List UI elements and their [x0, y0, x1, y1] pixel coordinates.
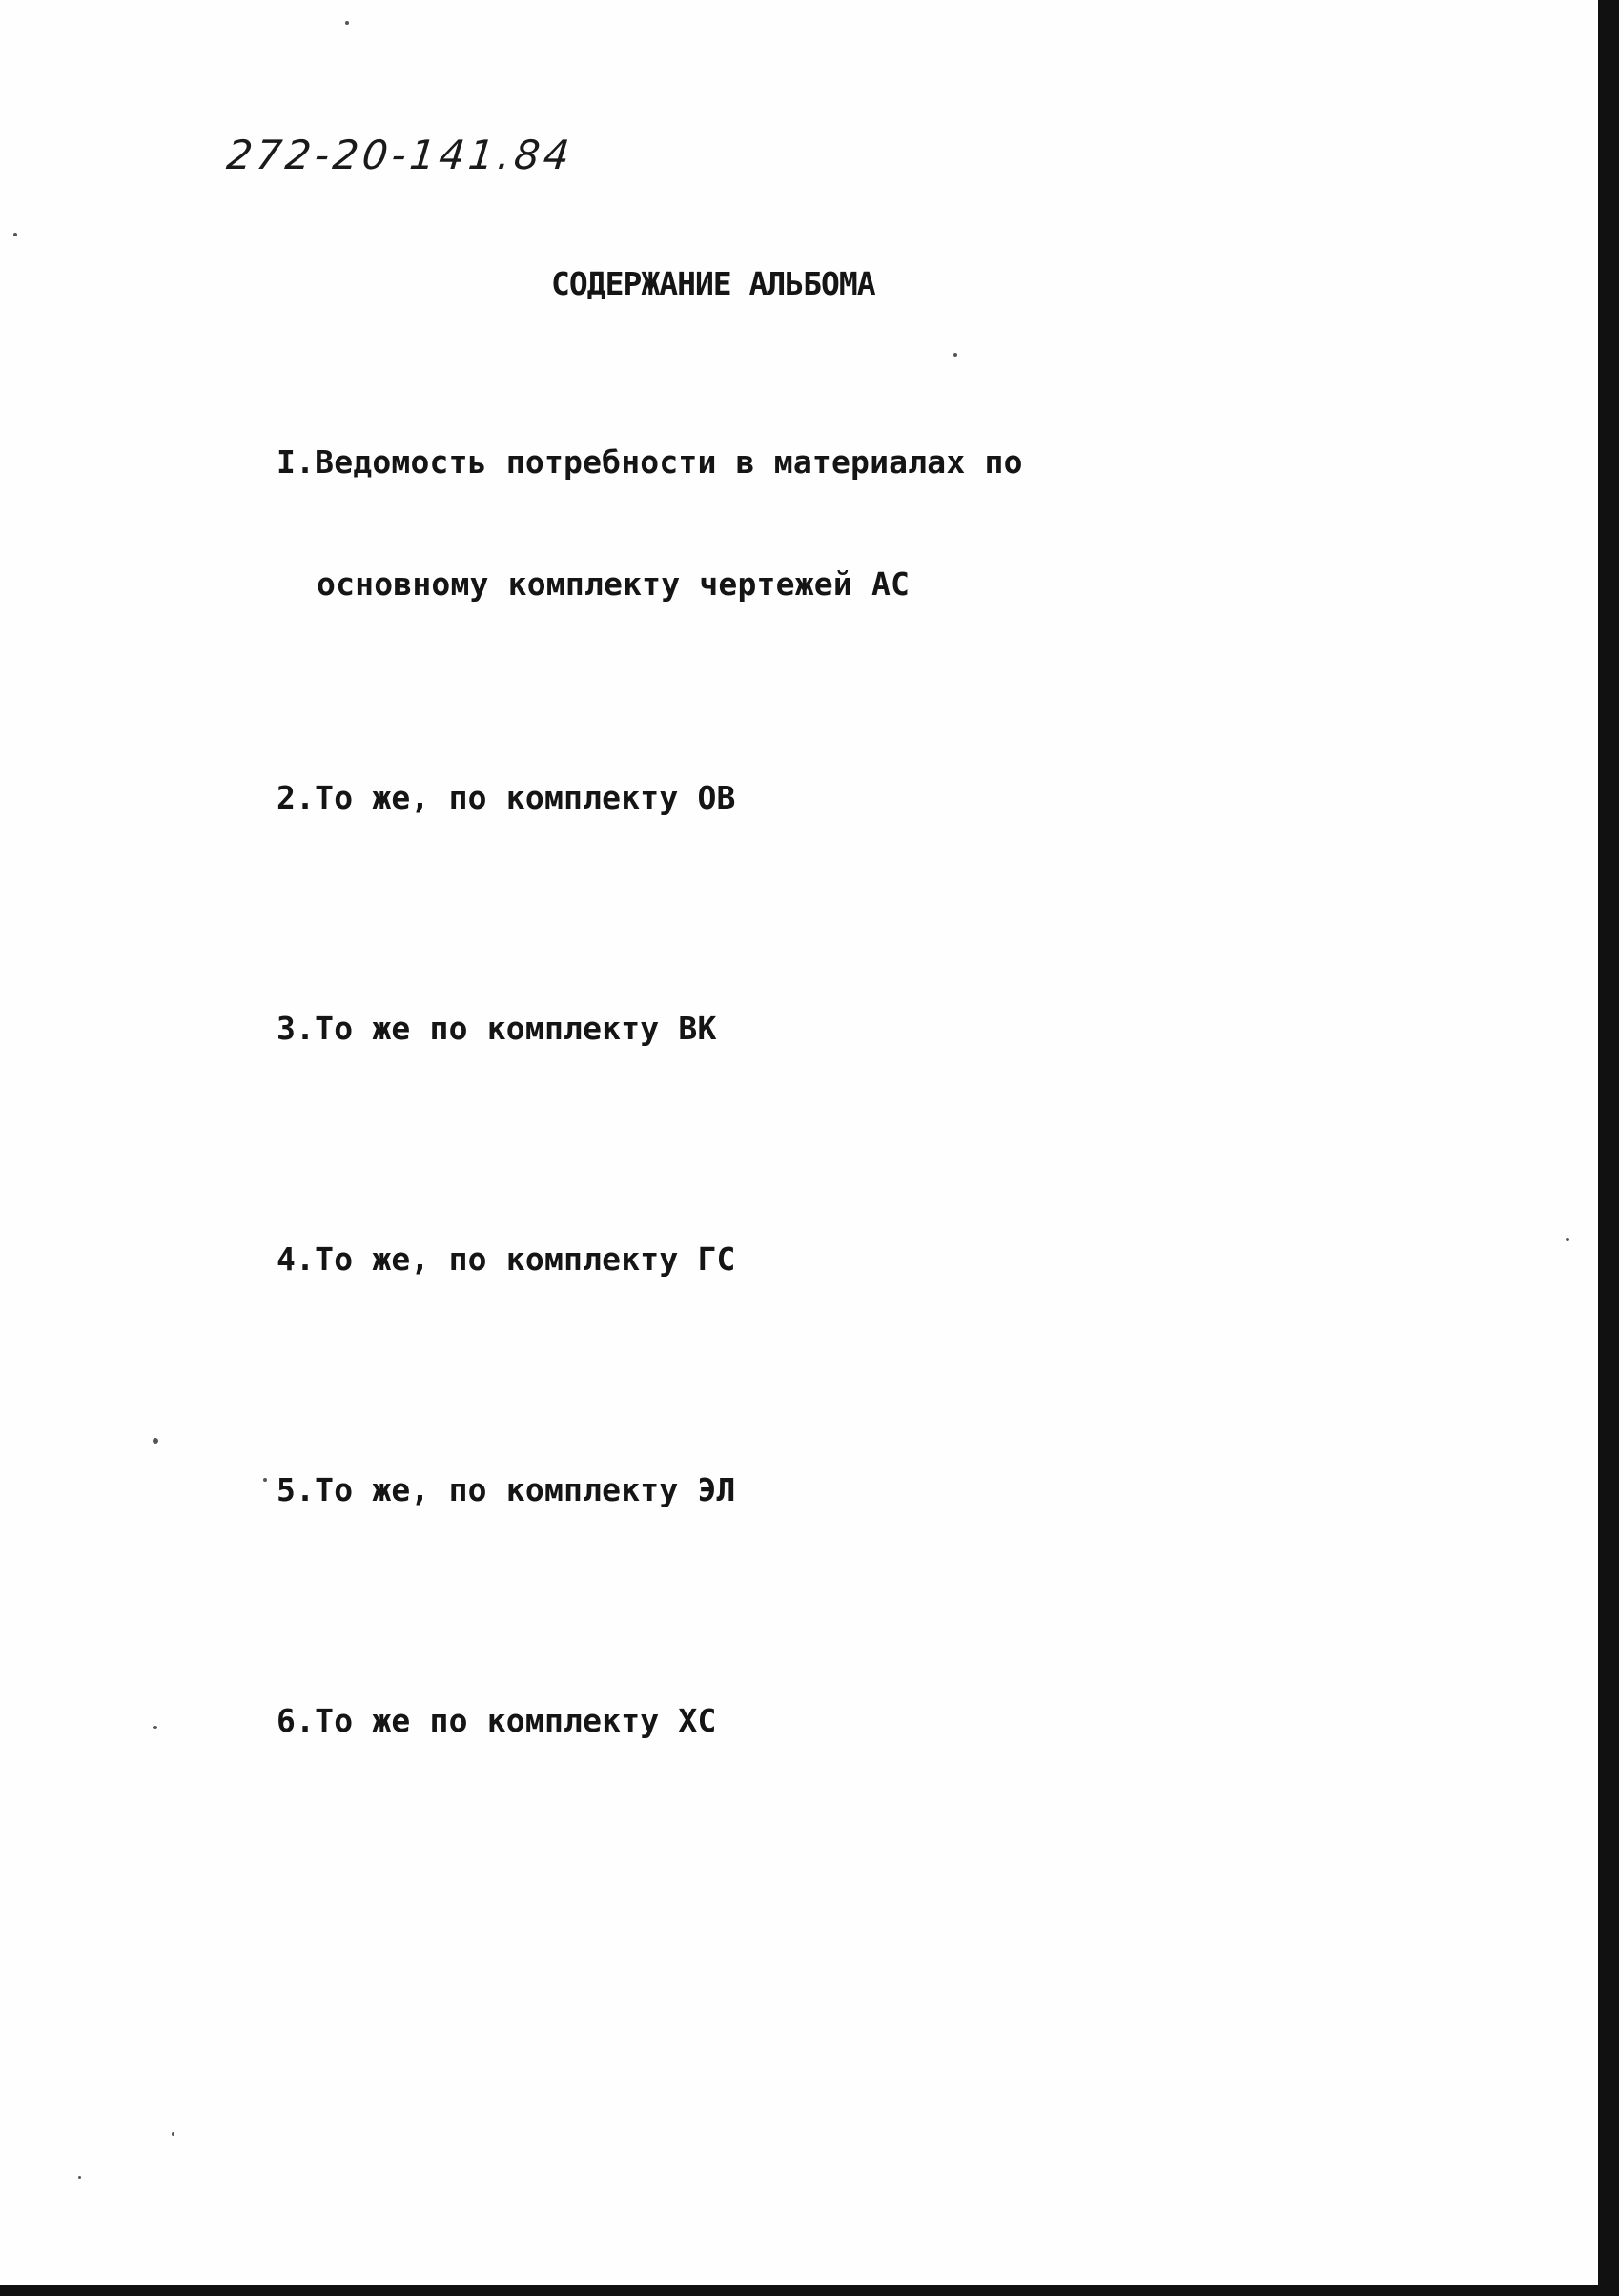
list-item [277, 364, 1421, 683]
list-item-label: 6.То же по комплекту ХС [277, 1702, 717, 1739]
page-title: СОДЕРЖАНИЕ АЛЬБОМА [551, 265, 875, 302]
scan-speck [953, 353, 957, 357]
scan-speck [153, 1438, 158, 1444]
list-item [277, 1161, 1421, 1358]
list-item-continuation: основному комплекту чертежей АС [317, 565, 911, 603]
scan-speck [78, 2176, 81, 2179]
contents-list [277, 364, 1421, 1739]
scan-speck [172, 2132, 174, 2136]
list-item-label: 2.То же, по комплекту ОВ [277, 779, 736, 816]
scan-speck [263, 1478, 267, 1482]
list-item [277, 931, 1421, 1127]
list-item-label: 5.То же, по комплекту ЭЛ [277, 1471, 736, 1508]
list-item-label: 3.То же по комплекту ВК [277, 1010, 717, 1047]
document-number: 272-20-141.84 [224, 132, 576, 178]
list-item [277, 1392, 1421, 1589]
scan-speck [345, 21, 349, 25]
list-item [277, 1623, 1421, 1819]
scan-speck [153, 1726, 157, 1729]
list-item [277, 700, 1421, 896]
scan-speck [1566, 1238, 1569, 1241]
scan-speck [13, 233, 17, 236]
list-item-label: 4.То же, по комплекту ГС [277, 1240, 736, 1278]
list-item-label: I.Ведомость потребности в материалах по [277, 443, 1023, 481]
